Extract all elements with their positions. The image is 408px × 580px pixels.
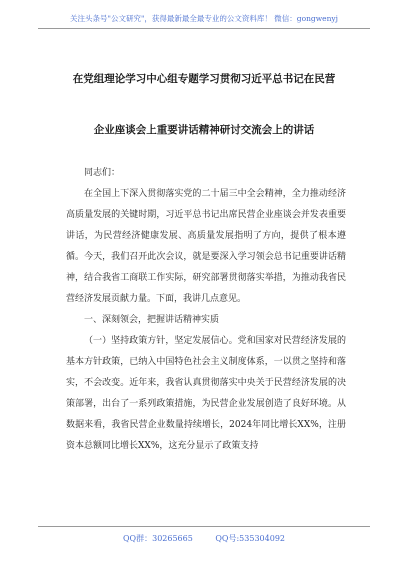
document-body [66, 163, 346, 457]
footer-qq-group: QQ群：30265665 [122, 534, 193, 543]
section-heading-1: 一、深刻领会，把握讲话精神实质 [84, 315, 220, 325]
document-title-line-1: 在党组理论学习中心组专题学习贯彻习近平总书记在民营 [72, 73, 336, 85]
header-divider [38, 28, 370, 29]
footer-contact [0, 533, 408, 544]
document-title-line-2: 企业座谈会上重要讲话精神研讨交流会上的讲话 [93, 124, 315, 136]
header-note: 关注头条号"公文研究"，获得最新最全最专业的公文资料库！ 微信：gongwenyj [70, 14, 338, 23]
footer-divider [38, 526, 370, 527]
footer-qq-number: QQ号:535304092 [215, 534, 285, 543]
paragraph-policy: （一）坚持政策方针，坚定发展信心。党和国家对民营经济发展的基本方针政策，已纳入中国特色社会主义制度体系，一以贯之坚持和落实，不会改变。近年来，我省认真贯彻落实中央关于民营经济发展的决策部署，出台了一系列政策措施，为民营企业发展创造了良好环境。从数据来看，我省民营企业数量持续增长，2024年同比增长XX%，注册资本总额同比增长XX%，这充分显示了政策支持 [66, 336, 346, 451]
paragraph-intro: 在全国上下深入贯彻落实党的二十届三中全会精神，全力推动经济高质量发展的关键时期，习近平总书记出席民营企业座谈会并发表重要讲话，为民营经济健康发展、高质量发展指明了方向，提供了根本遵循。今天，我们召开此次会议，就是要深入学习领会总书记重要讲话精神，结合我省工商联工作实际，研究部署贯彻落实举措，为推动我省民营经济发展贡献力量。下面，我讲几点意见。 [66, 189, 346, 304]
salutation: 同志们： [84, 168, 121, 178]
